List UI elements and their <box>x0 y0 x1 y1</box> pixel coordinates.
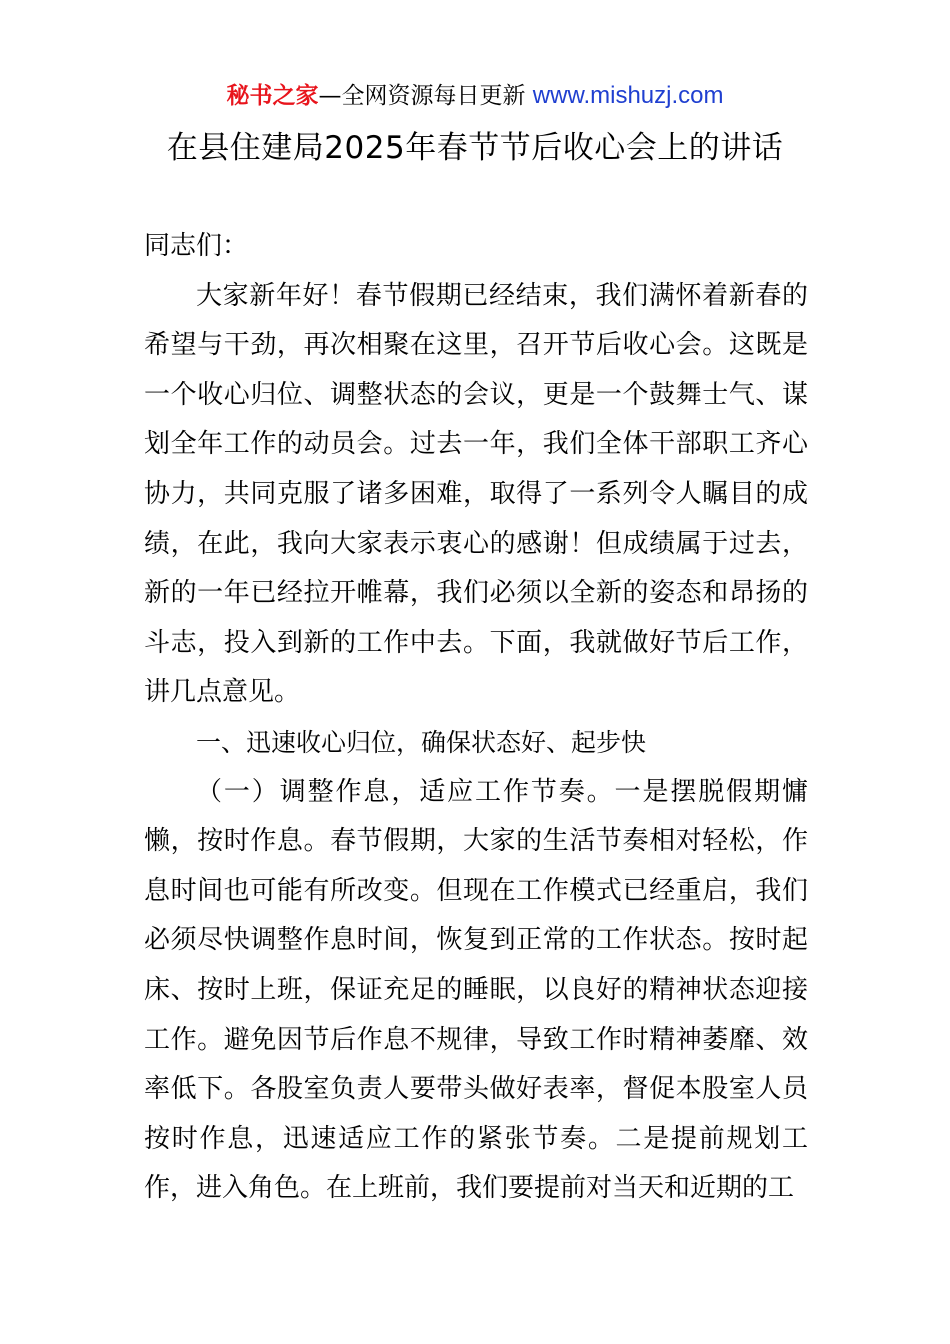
site-header <box>0 80 950 112</box>
section-heading-1: 一、迅速收心归位，确保状态好、起步快 <box>196 727 647 757</box>
header-tagline: —全网资源每日更新 <box>318 83 533 109</box>
brand-name: 秘书之家 <box>226 83 319 109</box>
document-body <box>144 222 808 1214</box>
paragraph-section-1-1: （一）调整作息，适应工作节奏。一是摆脱假期慵懒，按时作息。春节假期，大家的生活节奏相对轻松，作息时间也可能有所改变。但现在工作模式已经重启，我们必须尽快调整作息时间，恢复到正常的工作状态。按时起床、按时上班，保证充足的睡眠，以良好的精神状态迎接工作。避免因节后作息不规律，导致工作时精神萎靡、效率低下。各股室负责人要带头做好表率，督促本股室人员按时作息，迅速适应工作的紧张节奏。二是提前规划工作，进入角色。在上班前，我们要提前对当天和近期的工 <box>144 776 808 1204</box>
site-url-link[interactable]: www.mishuzj.com <box>532 82 724 109</box>
paragraph-intro: 大家新年好！春节假期已经结束，我们满怀着新春的希望与干劲，再次相聚在这里，召开节后收心会。这既是一个收心归位、调整状态的会议，更是一个鼓舞士气、谋划全年工作的动员会。过去一年，我们全体干部职工齐心协力，共同克服了诸多困难，取得了一系列令人瞩目的成绩，在此，我向大家表示衷心的感谢！但成绩属于过去，新的一年已经拉开帷幕，我们必须以全新的姿态和昂扬的斗志，投入到新的工作中去。下面，我就做好节后工作，讲几点意见。 <box>144 280 808 708</box>
salutation: 同志们： <box>144 231 249 261</box>
document-title: 在县住建局2025年春节节后收心会上的讲话 <box>166 130 784 166</box>
